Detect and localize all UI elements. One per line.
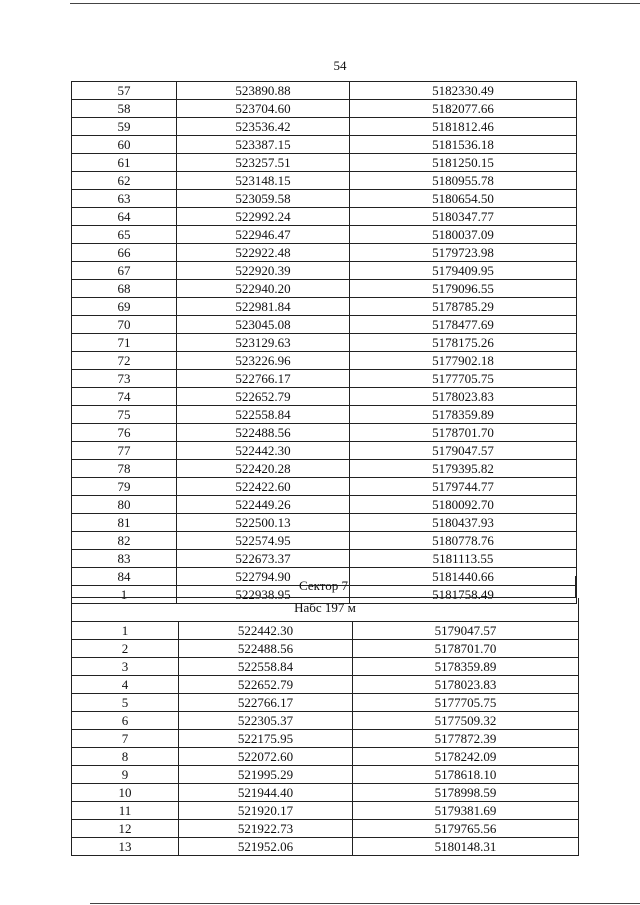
table-row bbox=[72, 136, 577, 154]
point-number-cell: 83 bbox=[72, 550, 177, 568]
point-number-cell: 72 bbox=[72, 352, 177, 370]
y-coordinate-cell: 5178023.83 bbox=[350, 388, 577, 406]
point-number-cell: 12 bbox=[72, 820, 179, 838]
y-coordinate-cell: 5179744.77 bbox=[350, 478, 577, 496]
point-number-cell: 10 bbox=[72, 784, 179, 802]
table-row bbox=[72, 316, 577, 334]
table-row bbox=[72, 190, 577, 208]
table-row bbox=[72, 622, 579, 640]
point-number-cell: 82 bbox=[72, 532, 177, 550]
y-coordinate-cell: 5178023.83 bbox=[353, 676, 579, 694]
x-coordinate-cell: 522558.84 bbox=[177, 406, 350, 424]
x-coordinate-cell: 522992.24 bbox=[177, 208, 350, 226]
x-coordinate-cell: 522422.60 bbox=[177, 478, 350, 496]
x-coordinate-cell: 522574.95 bbox=[177, 532, 350, 550]
x-coordinate-cell: 521995.29 bbox=[179, 766, 353, 784]
table-row bbox=[72, 748, 579, 766]
point-number-cell: 11 bbox=[72, 802, 179, 820]
point-number-cell: 73 bbox=[72, 370, 177, 388]
point-number-cell: 80 bbox=[72, 496, 177, 514]
table-row bbox=[72, 640, 579, 658]
y-coordinate-cell: 5180092.70 bbox=[350, 496, 577, 514]
table-row bbox=[72, 334, 577, 352]
point-number-cell: 63 bbox=[72, 190, 177, 208]
point-number-cell: 64 bbox=[72, 208, 177, 226]
y-coordinate-cell: 5179409.95 bbox=[350, 262, 577, 280]
y-coordinate-cell: 5181536.18 bbox=[350, 136, 577, 154]
point-number-cell: 65 bbox=[72, 226, 177, 244]
point-number-cell: 84 bbox=[72, 568, 177, 586]
point-number-cell: 77 bbox=[72, 442, 177, 460]
page-top-edge bbox=[70, 3, 640, 4]
table-row bbox=[72, 118, 577, 136]
x-coordinate-cell: 521944.40 bbox=[179, 784, 353, 802]
table-row bbox=[72, 838, 579, 856]
x-coordinate-cell: 523129.63 bbox=[177, 334, 350, 352]
y-coordinate-cell: 5181758.49 bbox=[350, 586, 577, 604]
x-coordinate-cell: 523387.15 bbox=[177, 136, 350, 154]
point-number-cell: 70 bbox=[72, 316, 177, 334]
x-coordinate-cell: 522305.37 bbox=[179, 712, 353, 730]
point-number-cell: 60 bbox=[72, 136, 177, 154]
y-coordinate-cell: 5177509.32 bbox=[353, 712, 579, 730]
x-coordinate-cell: 522940.20 bbox=[177, 280, 350, 298]
table-row bbox=[72, 154, 577, 172]
table-row bbox=[72, 766, 579, 784]
page-bottom-edge bbox=[90, 903, 640, 904]
x-coordinate-cell: 522766.17 bbox=[177, 370, 350, 388]
point-number-cell: 75 bbox=[72, 406, 177, 424]
x-coordinate-cell: 522500.13 bbox=[177, 514, 350, 532]
table-row bbox=[72, 550, 577, 568]
y-coordinate-cell: 5181113.55 bbox=[350, 550, 577, 568]
point-number-cell: 68 bbox=[72, 280, 177, 298]
y-coordinate-cell: 5178618.10 bbox=[353, 766, 579, 784]
point-number-cell: 61 bbox=[72, 154, 177, 172]
point-number-cell: 66 bbox=[72, 244, 177, 262]
table-row bbox=[72, 658, 579, 676]
y-coordinate-cell: 5179381.69 bbox=[353, 802, 579, 820]
table-row bbox=[72, 730, 579, 748]
table-row bbox=[72, 262, 577, 280]
point-number-cell: 1 bbox=[72, 622, 179, 640]
point-number-cell: 81 bbox=[72, 514, 177, 532]
y-coordinate-cell: 5178242.09 bbox=[353, 748, 579, 766]
y-coordinate-cell: 5179765.56 bbox=[353, 820, 579, 838]
point-number-cell: 76 bbox=[72, 424, 177, 442]
y-coordinate-cell: 5180148.31 bbox=[353, 838, 579, 856]
point-number-cell: 67 bbox=[72, 262, 177, 280]
y-coordinate-cell: 5177872.39 bbox=[353, 730, 579, 748]
x-coordinate-cell: 522072.60 bbox=[179, 748, 353, 766]
y-coordinate-cell: 5178175.26 bbox=[350, 334, 577, 352]
y-coordinate-cell: 5178359.89 bbox=[350, 406, 577, 424]
y-coordinate-cell: 5181440.66 bbox=[350, 568, 577, 586]
x-coordinate-cell: 522488.56 bbox=[179, 640, 353, 658]
y-coordinate-cell: 5179096.55 bbox=[350, 280, 577, 298]
table-row bbox=[72, 82, 577, 100]
table-row bbox=[72, 478, 577, 496]
point-number-cell: 78 bbox=[72, 460, 177, 478]
x-coordinate-cell: 522652.79 bbox=[179, 676, 353, 694]
x-coordinate-cell: 522442.30 bbox=[177, 442, 350, 460]
page-number: 54 bbox=[333, 58, 347, 73]
y-coordinate-cell: 5178701.70 bbox=[350, 424, 577, 442]
x-coordinate-cell: 522766.17 bbox=[179, 694, 353, 712]
x-coordinate-cell: 522946.47 bbox=[177, 226, 350, 244]
point-number-cell: 8 bbox=[72, 748, 179, 766]
coordinates-table-1-body bbox=[72, 82, 577, 604]
y-coordinate-cell: 5179047.57 bbox=[353, 622, 579, 640]
table-row bbox=[72, 676, 579, 694]
table-row bbox=[72, 460, 577, 478]
table-row bbox=[72, 442, 577, 460]
x-coordinate-cell: 522449.26 bbox=[177, 496, 350, 514]
table-row bbox=[72, 244, 577, 262]
y-coordinate-cell: 5177705.75 bbox=[353, 694, 579, 712]
y-coordinate-cell: 5179723.98 bbox=[350, 244, 577, 262]
x-coordinate-cell: 523536.42 bbox=[177, 118, 350, 136]
y-coordinate-cell: 5178701.70 bbox=[353, 640, 579, 658]
point-number-cell: 5 bbox=[72, 694, 179, 712]
y-coordinate-cell: 5178359.89 bbox=[353, 658, 579, 676]
y-coordinate-cell: 5181250.15 bbox=[350, 154, 577, 172]
x-coordinate-cell: 523059.58 bbox=[177, 190, 350, 208]
y-coordinate-cell: 5180437.93 bbox=[350, 514, 577, 532]
y-coordinate-cell: 5178785.29 bbox=[350, 298, 577, 316]
point-number-cell: 9 bbox=[72, 766, 179, 784]
y-coordinate-cell: 5179395.82 bbox=[350, 460, 577, 478]
x-coordinate-cell: 522938.95 bbox=[177, 586, 350, 604]
y-coordinate-cell: 5180347.77 bbox=[350, 208, 577, 226]
y-coordinate-cell: 5182330.49 bbox=[350, 82, 577, 100]
y-coordinate-cell: 5179047.57 bbox=[350, 442, 577, 460]
point-number-cell: 69 bbox=[72, 298, 177, 316]
x-coordinate-cell: 521952.06 bbox=[179, 838, 353, 856]
y-coordinate-cell: 5182077.66 bbox=[350, 100, 577, 118]
x-coordinate-cell: 522922.48 bbox=[177, 244, 350, 262]
y-coordinate-cell: 5180778.76 bbox=[350, 532, 577, 550]
x-coordinate-cell: 521922.73 bbox=[179, 820, 353, 838]
x-coordinate-cell: 522558.84 bbox=[179, 658, 353, 676]
table-row bbox=[72, 298, 577, 316]
height-title: Набс 197 м bbox=[71, 598, 579, 622]
table-row bbox=[72, 820, 579, 838]
coordinates-table-2 bbox=[71, 621, 579, 856]
x-coordinate-cell: 523890.88 bbox=[177, 82, 350, 100]
y-coordinate-cell: 5178998.59 bbox=[353, 784, 579, 802]
table-row bbox=[72, 208, 577, 226]
table-row bbox=[72, 784, 579, 802]
table-row bbox=[72, 532, 577, 550]
y-coordinate-cell: 5177902.18 bbox=[350, 352, 577, 370]
x-coordinate-cell: 522175.95 bbox=[179, 730, 353, 748]
y-coordinate-cell: 5178477.69 bbox=[350, 316, 577, 334]
x-coordinate-cell: 523226.96 bbox=[177, 352, 350, 370]
point-number-cell: 2 bbox=[72, 640, 179, 658]
x-coordinate-cell: 522488.56 bbox=[177, 424, 350, 442]
table-row bbox=[72, 514, 577, 532]
x-coordinate-cell: 522420.28 bbox=[177, 460, 350, 478]
point-number-cell: 3 bbox=[72, 658, 179, 676]
point-number-cell: 79 bbox=[72, 478, 177, 496]
y-coordinate-cell: 5180037.09 bbox=[350, 226, 577, 244]
point-number-cell: 62 bbox=[72, 172, 177, 190]
x-coordinate-cell: 522920.39 bbox=[177, 262, 350, 280]
y-coordinate-cell: 5181812.46 bbox=[350, 118, 577, 136]
x-coordinate-cell: 523257.51 bbox=[177, 154, 350, 172]
point-number-cell: 1 bbox=[72, 586, 177, 604]
point-number-cell: 59 bbox=[72, 118, 177, 136]
table-row bbox=[72, 712, 579, 730]
coordinates-table-1 bbox=[71, 81, 577, 604]
table-row bbox=[72, 496, 577, 514]
point-number-cell: 71 bbox=[72, 334, 177, 352]
point-number-cell: 7 bbox=[72, 730, 179, 748]
point-number-cell: 4 bbox=[72, 676, 179, 694]
point-number-cell: 57 bbox=[72, 82, 177, 100]
point-number-cell: 58 bbox=[72, 100, 177, 118]
y-coordinate-cell: 5177705.75 bbox=[350, 370, 577, 388]
y-coordinate-cell: 5180955.78 bbox=[350, 172, 577, 190]
table-row bbox=[72, 406, 577, 424]
x-coordinate-cell: 522981.84 bbox=[177, 298, 350, 316]
point-number-cell: 13 bbox=[72, 838, 179, 856]
table-row bbox=[72, 352, 577, 370]
x-coordinate-cell: 523704.60 bbox=[177, 100, 350, 118]
table-row bbox=[72, 172, 577, 190]
x-coordinate-cell: 523148.15 bbox=[177, 172, 350, 190]
x-coordinate-cell: 521920.17 bbox=[179, 802, 353, 820]
point-number-cell: 6 bbox=[72, 712, 179, 730]
x-coordinate-cell: 522442.30 bbox=[179, 622, 353, 640]
y-coordinate-cell: 5180654.50 bbox=[350, 190, 577, 208]
x-coordinate-cell: 522673.37 bbox=[177, 550, 350, 568]
table-row bbox=[72, 370, 577, 388]
table-row bbox=[72, 100, 577, 118]
x-coordinate-cell: 522652.79 bbox=[177, 388, 350, 406]
table-row bbox=[72, 802, 579, 820]
point-number-cell: 74 bbox=[72, 388, 177, 406]
table-row bbox=[72, 280, 577, 298]
sector-title: Сектор 7 bbox=[71, 576, 576, 598]
table-row bbox=[72, 424, 577, 442]
table-row bbox=[72, 694, 579, 712]
table-row bbox=[72, 226, 577, 244]
x-coordinate-cell: 522794.90 bbox=[177, 568, 350, 586]
table-row bbox=[72, 388, 577, 406]
x-coordinate-cell: 523045.08 bbox=[177, 316, 350, 334]
coordinates-table-2-body bbox=[72, 622, 579, 856]
